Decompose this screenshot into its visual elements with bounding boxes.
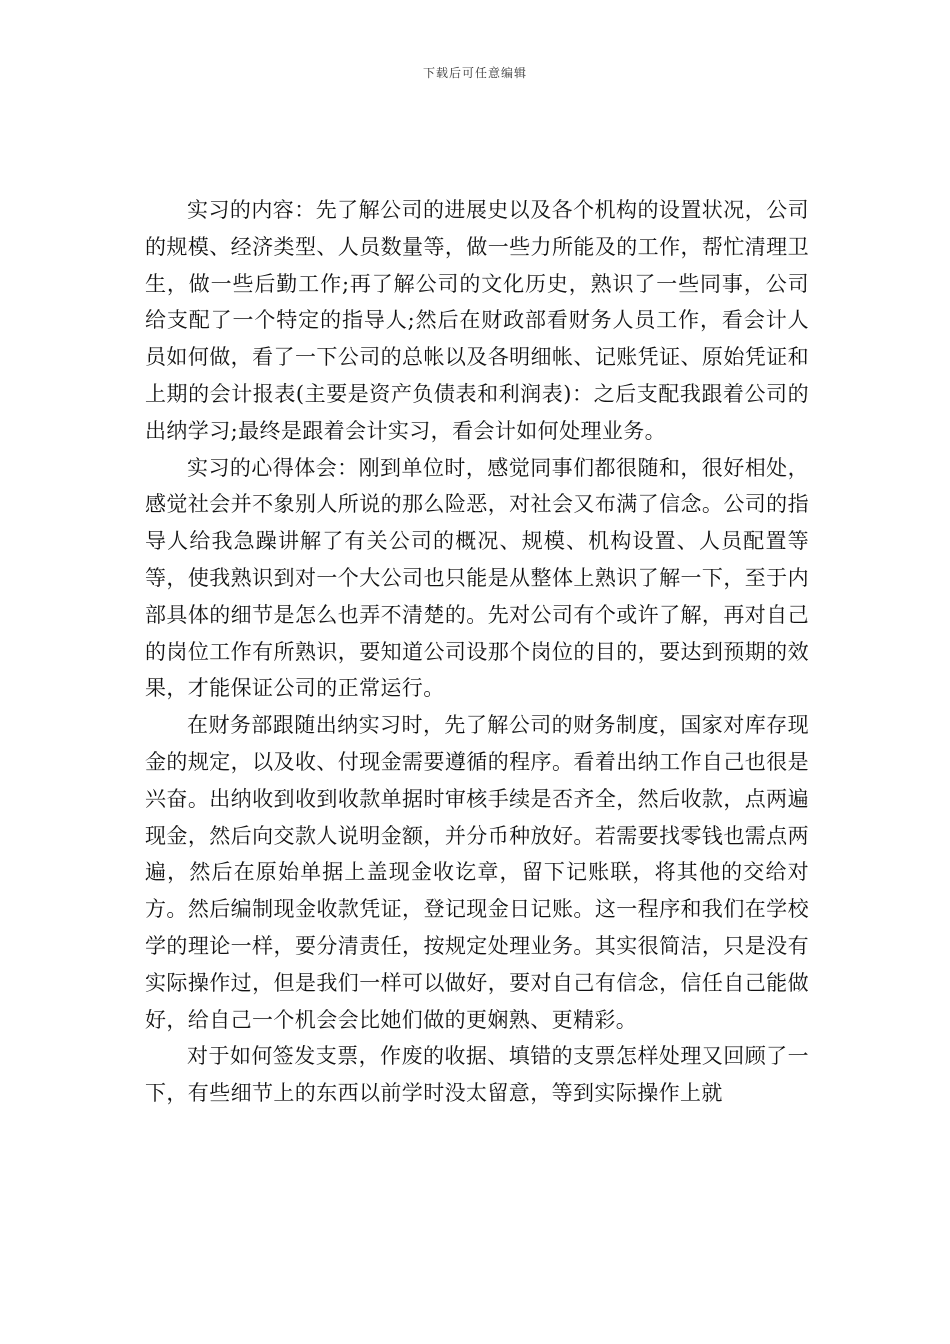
page-header: 下载后可任意编辑 [422, 66, 527, 80]
document-body [145, 192, 809, 1112]
paragraph-internship-experience: 实习的心得体会：刚到单位时，感觉同事们都很随和，很好相处，感觉社会并不象别人所说的那么险恶，对社会又布满了信念。公司的指导人给我急躁讲解了有关公司的概况、规模、机构设置、人员配置等等，使我熟识到对一个大公司也只能是从整体上熟识了解一下，至于内部具体的细节是怎么也弄不清楚的。先对公司有个或许了解，再对自己的岗位工作有所熟识，要知道公司设那个岗位的目的，要达到预期的效果，才能保证公司的正常运行。 [145, 455, 809, 701]
paragraph-cashier-internship: 在财务部跟随出纳实习时，先了解公司的财务制度，国家对库存现金的规定，以及收、付现金需要遵循的程序。看着出纳工作自己也很是兴奋。出纳收到收到收款单据时审核手续是否齐全，然后收款，点两遍现金，然后向交款人说明金额，并分币种放好。若需要找零钱也需点两遍，然后在原始单据上盖现金收讫章，留下记账联，将其他的交给对方。然后编制现金收款凭证，登记现金日记账。这一程序和我们在学校学的理论一样，要分清责任，按规定处理业务。其实很简洁，只是没有实际操作过，但是我们一样可以做好，要对自己有信念，信任自己能做好，给自己一个机会会比她们做的更娴熟、更精彩。 [145, 713, 809, 1032]
paragraph-internship-content: 实习的内容：先了解公司的进展史以及各个机构的设置状况，公司的规模、经济类型、人员数量等，做一些力所能及的工作，帮忙清理卫生，做一些后勤工作;再了解公司的文化历史，熟识了一些同事，公司给支配了一个特定的指导人;然后在财政部看财务人员工作，看会计人员如何做，看了一下公司的总帐以及各明细帐、记账凭证、原始凭证和上期的会计报表(主要是资产负债表和利润表)：之后支配我跟着公司的出纳学习;最终是跟着会计实习，看会计如何处理业务。 [145, 198, 809, 443]
paragraph-cheque-handling: 对于如何签发支票，作废的收据、填错的支票怎样处理又回顾了一下，有些细节上的东西以前学时没太留意，等到实际操作上就 [145, 1044, 809, 1106]
